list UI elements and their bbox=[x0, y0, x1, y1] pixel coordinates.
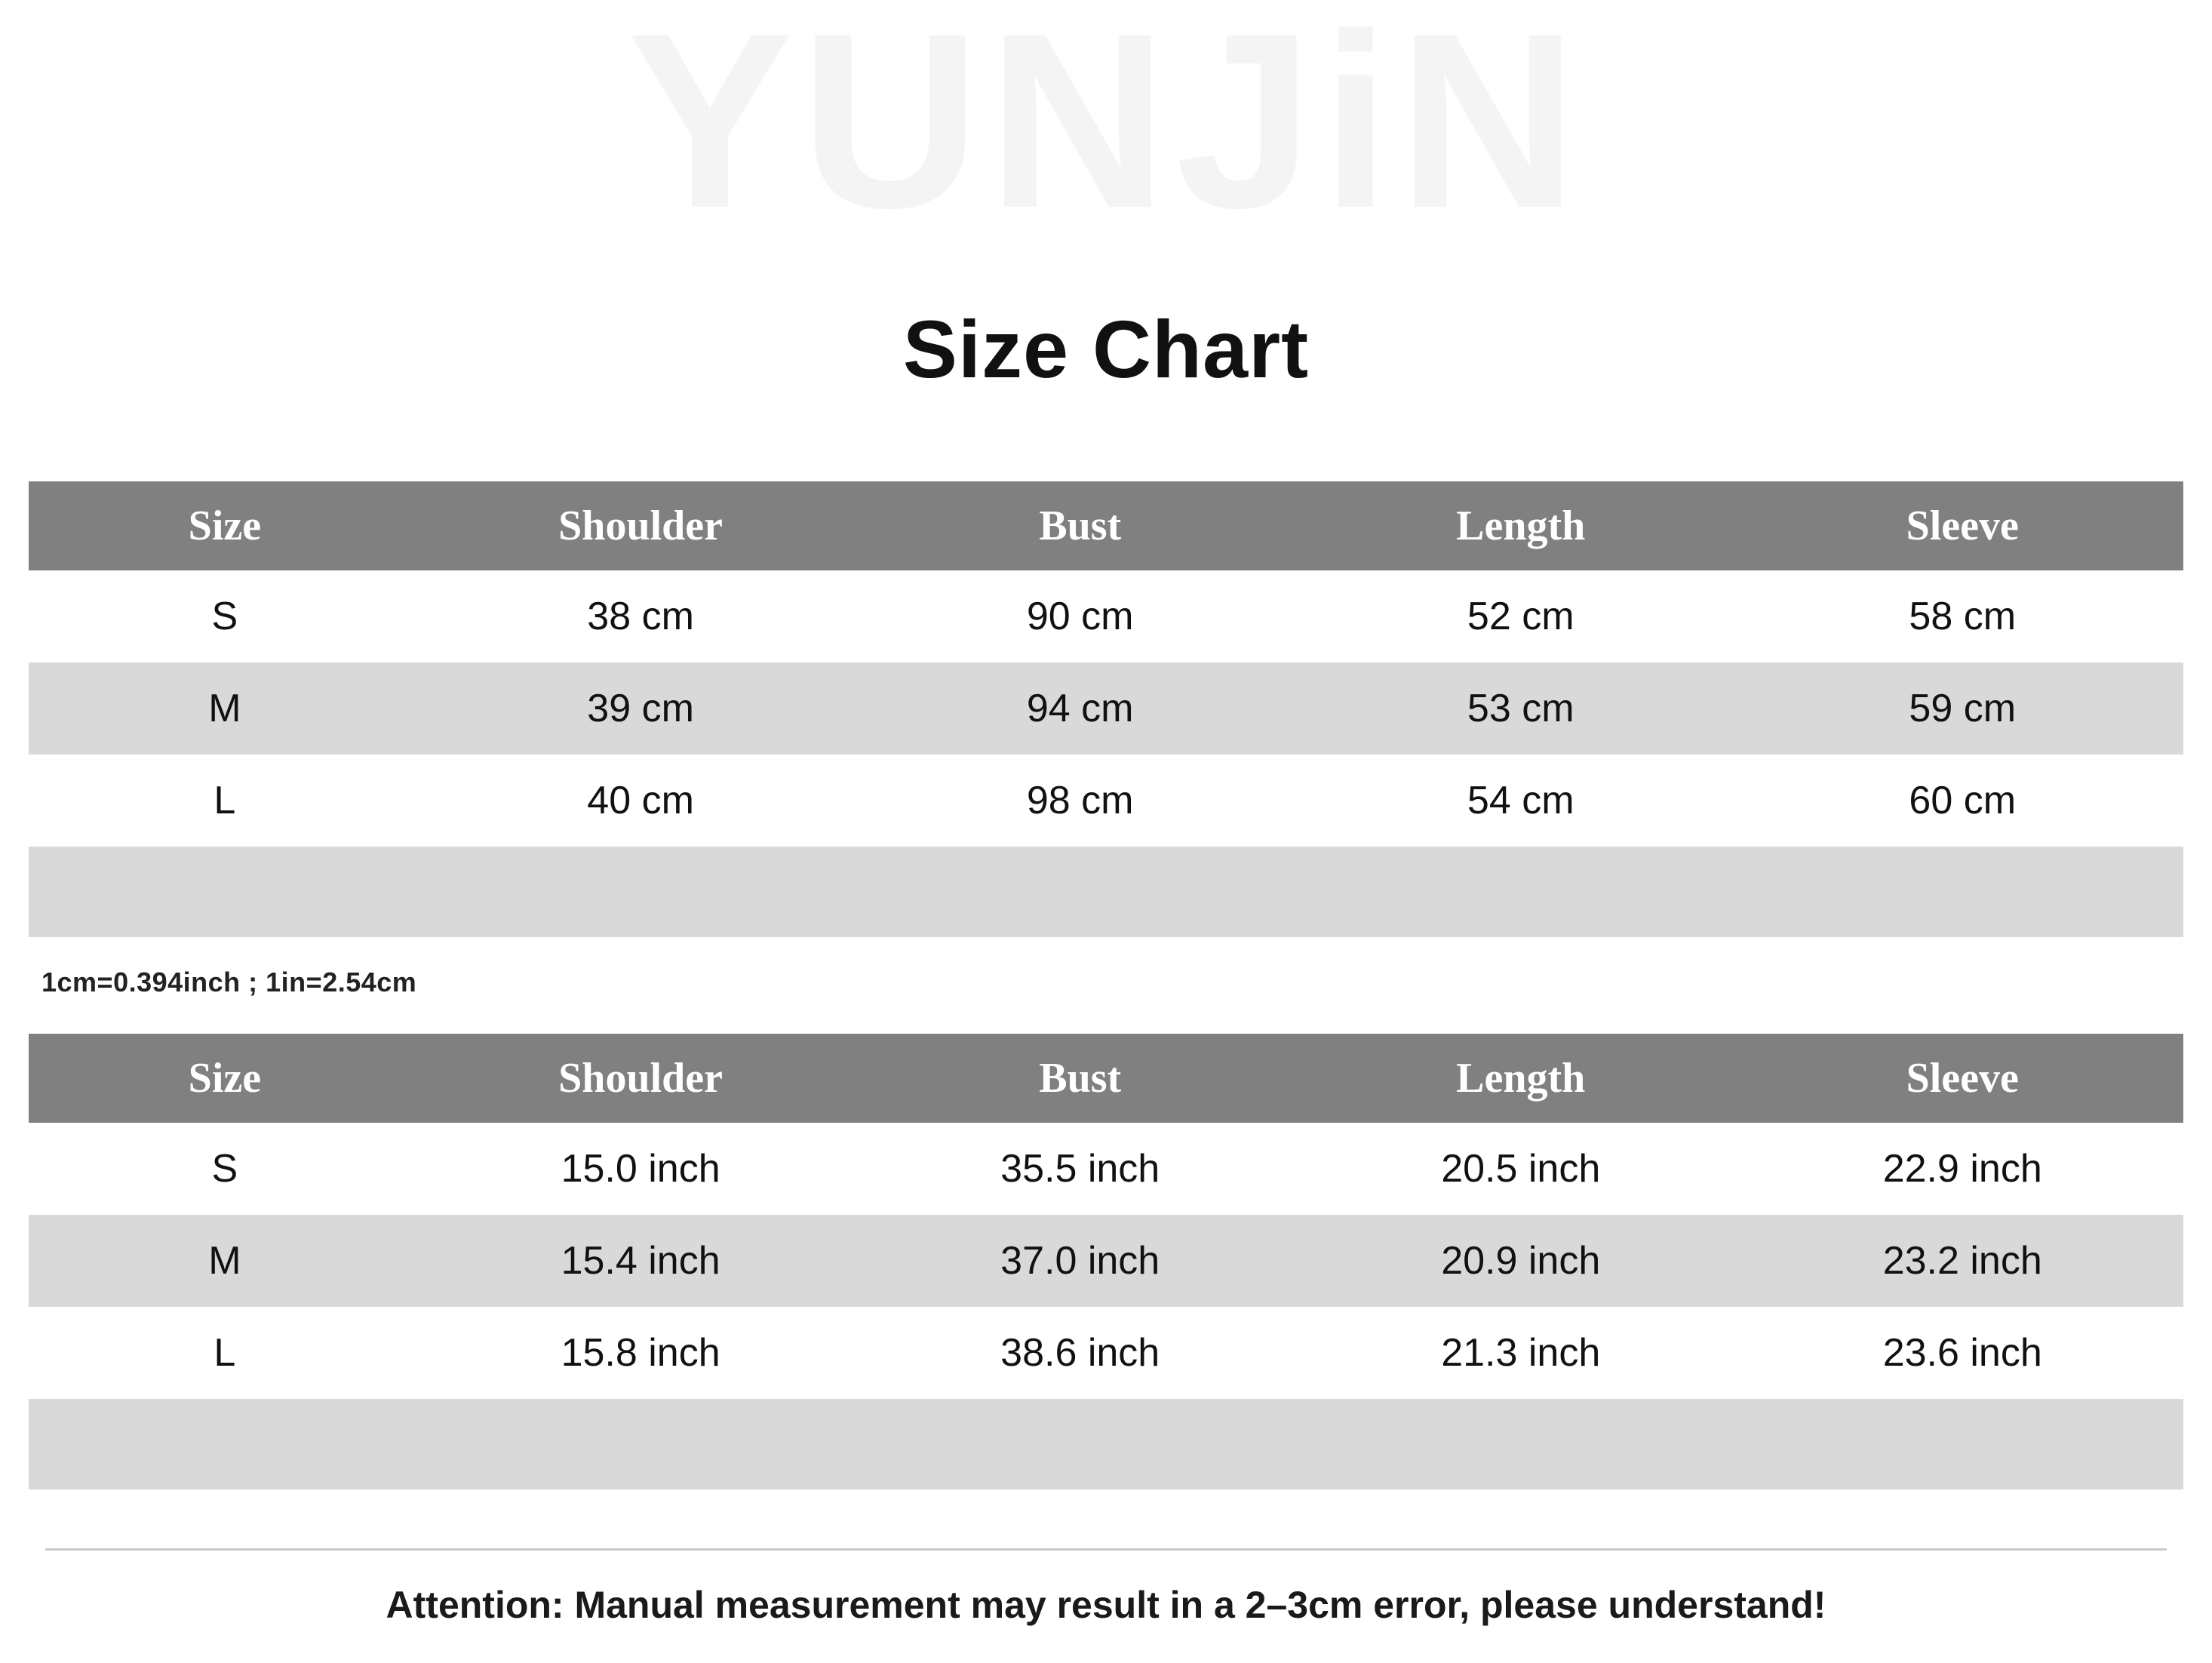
cell-length: 21.3 inch bbox=[1300, 1307, 1741, 1399]
column-header-sleeve: Sleeve bbox=[1741, 481, 2183, 570]
column-header-length: Length bbox=[1300, 1034, 1741, 1123]
cell-bust bbox=[860, 847, 1300, 937]
attention-note: Attention: Manual measurement may result in a 2–3cm error, please understand! bbox=[386, 1584, 1826, 1626]
table-row-empty bbox=[29, 1399, 2183, 1489]
cell-shoulder: 38 cm bbox=[421, 570, 861, 662]
column-header-bust: Bust bbox=[860, 481, 1300, 570]
table-row bbox=[29, 662, 2183, 755]
table-header-row bbox=[29, 1034, 2183, 1123]
cell-length bbox=[1300, 1399, 1741, 1489]
cell-length: 52 cm bbox=[1300, 570, 1741, 662]
cell-size: S bbox=[29, 1123, 421, 1215]
cell-shoulder: 15.8 inch bbox=[421, 1307, 861, 1399]
cell-size: L bbox=[29, 1307, 421, 1399]
cell-length bbox=[1300, 847, 1741, 937]
size-table-inch bbox=[29, 1034, 2183, 1489]
column-header-size: Size bbox=[29, 1034, 421, 1123]
cell-shoulder bbox=[421, 1399, 861, 1489]
column-header-sleeve: Sleeve bbox=[1741, 1034, 2183, 1123]
cell-size: M bbox=[29, 1215, 421, 1307]
brand-watermark: YUNJiN bbox=[626, 0, 1586, 260]
cell-length: 53 cm bbox=[1300, 662, 1741, 755]
cell-size bbox=[29, 1399, 421, 1489]
table-row-empty bbox=[29, 847, 2183, 937]
cell-sleeve bbox=[1741, 1399, 2183, 1489]
column-header-shoulder: Shoulder bbox=[421, 1034, 861, 1123]
table-row bbox=[29, 1123, 2183, 1215]
cell-size: S bbox=[29, 570, 421, 662]
column-header-shoulder: Shoulder bbox=[421, 481, 861, 570]
table-row bbox=[29, 1307, 2183, 1399]
table-row bbox=[29, 570, 2183, 662]
cell-bust: 98 cm bbox=[860, 755, 1300, 847]
cell-bust bbox=[860, 1399, 1300, 1489]
cell-length: 54 cm bbox=[1300, 755, 1741, 847]
cell-sleeve: 23.2 inch bbox=[1741, 1215, 2183, 1307]
cell-length: 20.9 inch bbox=[1300, 1215, 1741, 1307]
cell-size: L bbox=[29, 755, 421, 847]
size-table-cm bbox=[29, 481, 2183, 937]
table-row bbox=[29, 1215, 2183, 1307]
cell-size bbox=[29, 847, 421, 937]
cell-shoulder bbox=[421, 847, 861, 937]
cell-sleeve: 60 cm bbox=[1741, 755, 2183, 847]
cell-bust: 90 cm bbox=[860, 570, 1300, 662]
cell-sleeve: 23.6 inch bbox=[1741, 1307, 2183, 1399]
cell-shoulder: 40 cm bbox=[421, 755, 861, 847]
column-header-length: Length bbox=[1300, 481, 1741, 570]
cell-bust: 35.5 inch bbox=[860, 1123, 1300, 1215]
cell-shoulder: 39 cm bbox=[421, 662, 861, 755]
cell-shoulder: 15.4 inch bbox=[421, 1215, 861, 1307]
cell-sleeve bbox=[1741, 847, 2183, 937]
table-header-row bbox=[29, 481, 2183, 570]
cell-sleeve: 59 cm bbox=[1741, 662, 2183, 755]
column-header-size: Size bbox=[29, 481, 421, 570]
cell-length: 20.5 inch bbox=[1300, 1123, 1741, 1215]
cell-shoulder: 15.0 inch bbox=[421, 1123, 861, 1215]
cell-bust: 37.0 inch bbox=[860, 1215, 1300, 1307]
cell-sleeve: 22.9 inch bbox=[1741, 1123, 2183, 1215]
column-header-bust: Bust bbox=[860, 1034, 1300, 1123]
table-row bbox=[29, 755, 2183, 847]
page-title: Size Chart bbox=[902, 303, 1310, 395]
unit-conversion-note: 1cm=0.394inch ; 1in=2.54cm bbox=[41, 967, 417, 997]
cell-size: M bbox=[29, 662, 421, 755]
cell-sleeve: 58 cm bbox=[1741, 570, 2183, 662]
cell-bust: 38.6 inch bbox=[860, 1307, 1300, 1399]
cell-bust: 94 cm bbox=[860, 662, 1300, 755]
footer-divider bbox=[45, 1548, 2167, 1551]
